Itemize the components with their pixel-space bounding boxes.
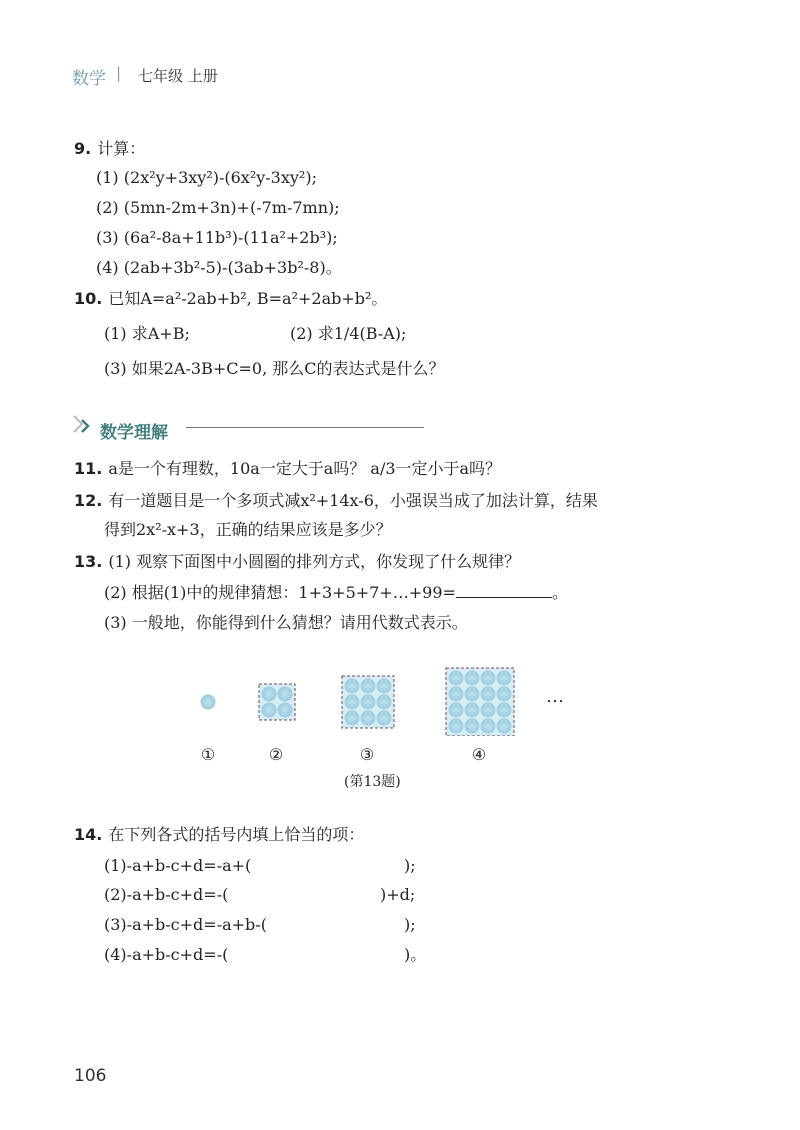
dot-circle [345,695,360,710]
dot-group-1 [201,695,216,710]
q9-item-2 [96,197,340,219]
dot-circle [497,671,512,686]
dot-circle [465,703,480,718]
section-rule [186,427,424,428]
figure-caption: (第13题) [344,774,401,790]
section-chevron-icon [72,412,98,436]
figure-ellipsis: … [546,686,564,707]
dot-circle [481,687,496,702]
figure-label-1: ① [200,745,216,764]
dot-circle [377,695,392,710]
dot-circle [481,703,496,718]
q9-number: 9. [74,139,92,158]
q14-item-4-expr: -a+b-c+d=-( [126,945,229,964]
q10-text: 已知A=a²-2ab+b², B=a²+2ab+b²。 [108,289,388,308]
page-number: 106 [74,1066,107,1086]
dot-circle [497,687,512,702]
dot-circle [481,671,496,686]
q9-item-3 [96,227,338,249]
dot-circle [361,711,376,726]
dot-circle [497,703,512,718]
q11-number: 11. [74,459,103,478]
figure-label-4: ④ [471,745,487,764]
dot-pattern-figure [180,660,600,736]
header-separator: | [116,64,122,82]
q14-number: 14. [74,825,103,844]
q11 [74,458,501,480]
q13-sub-2-end: 。 [551,583,568,602]
q10-sub-1: (1) 求A+B; [104,324,190,343]
dot-circle [345,679,360,694]
dot-circle [465,671,480,686]
q9-item-1-expr: (2x²y+3xy²)-(6x²y-3xy²); [123,168,317,187]
q11-text: a是一个有理数，10a一定大于a吗？ a/3一定小于a吗？ [108,459,502,478]
q13-sub-3: (3) 一般地，你能得到什么猜想？请用代数式表示。 [104,613,468,632]
dot-group-2 [259,684,295,720]
q9-item-2-label: (2) [96,198,119,217]
dot-circle [465,719,480,734]
dot-circle [377,679,392,694]
dot-circle [201,695,216,710]
dot-circle [465,687,480,702]
q14-item-2-expr: -a+b-c+d=-( [126,885,229,904]
q13-number: 13. [74,552,103,571]
q9-item-4 [96,257,342,279]
dot-circle [449,719,464,734]
q14-item-4 [104,944,228,966]
q9-item-1-label: (1) [96,168,119,187]
answer-blank[interactable] [456,583,552,598]
q14-item-4-label: (4) [104,945,127,964]
dot-circle [278,687,293,702]
q10-number: 10. [74,289,103,308]
q12-line-2: 得到2x²-x+3，正确的结果应该是多少？ [104,520,392,539]
q9-item-1 [96,167,317,189]
dot-circle [497,719,512,734]
q13-sub-1 [74,551,520,573]
dot-group-4 [446,668,514,736]
q9-item-4-expr: (2ab+3b²-5)-(3ab+3b²-8)。 [123,258,342,277]
q14-heading [74,824,364,846]
q14-item-4-end: )。 [404,945,427,964]
q12-line-1 [74,490,598,512]
q13-sub-2-text: (2) 根据(1)中的规律猜想：1+3+5+7+…+99= [104,583,456,602]
header-grade: 七年级 上册 [138,67,218,85]
q10-sub-3: (3) 如果2A-3B+C=0, 那么C的表达式是什么？ [104,359,445,378]
q14-item-1-expr: -a+b-c+d=-a+( [126,856,252,875]
q9-item-3-expr: (6a²-8a+11b³)-(11a²+2b³); [123,228,338,247]
dot-circle [345,711,360,726]
q9-item-3-label: (3) [96,228,119,247]
q14-item-3-end: ); [404,915,416,934]
q14-item-1-label: (1) [104,856,127,875]
dot-circle [262,703,277,718]
q14-title: 在下列各式的括号内填上恰当的项： [108,825,365,844]
q14-item-2-end: )+d; [380,885,416,904]
dot-circle [361,695,376,710]
q14-item-3-label: (3) [104,915,127,934]
q14-item-2 [104,884,228,906]
q12-line-1-text: 有一道题目是一个多项式减x²+14x-6，小强误当成了加法计算，结果 [108,491,598,510]
dot-circle [449,687,464,702]
q9-item-4-label: (4) [96,258,119,277]
dot-circle [449,703,464,718]
dot-circle [449,671,464,686]
dot-circle [481,719,496,734]
q13-sub-1-text: (1) 观察下面图中小圆圈的排列方式，你发现了什么规律？ [108,552,521,571]
header-subject: 数学 [72,69,106,89]
q14-item-3 [104,914,267,936]
q13-sub-2 [104,582,568,604]
q14-item-2-label: (2) [104,885,127,904]
dot-circle [278,703,293,718]
q14-item-3-expr: -a+b-c+d=-a+b-( [126,915,267,934]
q14-item-1-end: ); [404,856,416,875]
dot-circle [361,679,376,694]
q14-item-1 [104,855,251,877]
q9-item-2-expr: (5mn-2m+3n)+(-7m-7mn); [123,198,340,217]
q9-title: 计算： [97,139,146,158]
figure-label-3: ③ [359,745,375,764]
dot-circle [262,687,277,702]
dot-group-3 [342,676,394,728]
figure-groups [201,668,515,736]
dot-circle [377,711,392,726]
figure-label-2: ② [268,745,284,764]
q10-sub-2: (2) 求1/4(B-A); [290,324,407,343]
q9-heading [74,138,145,160]
q12-number: 12. [74,491,103,510]
q10-heading [74,288,387,310]
section-title: 数学理解 [100,423,168,443]
